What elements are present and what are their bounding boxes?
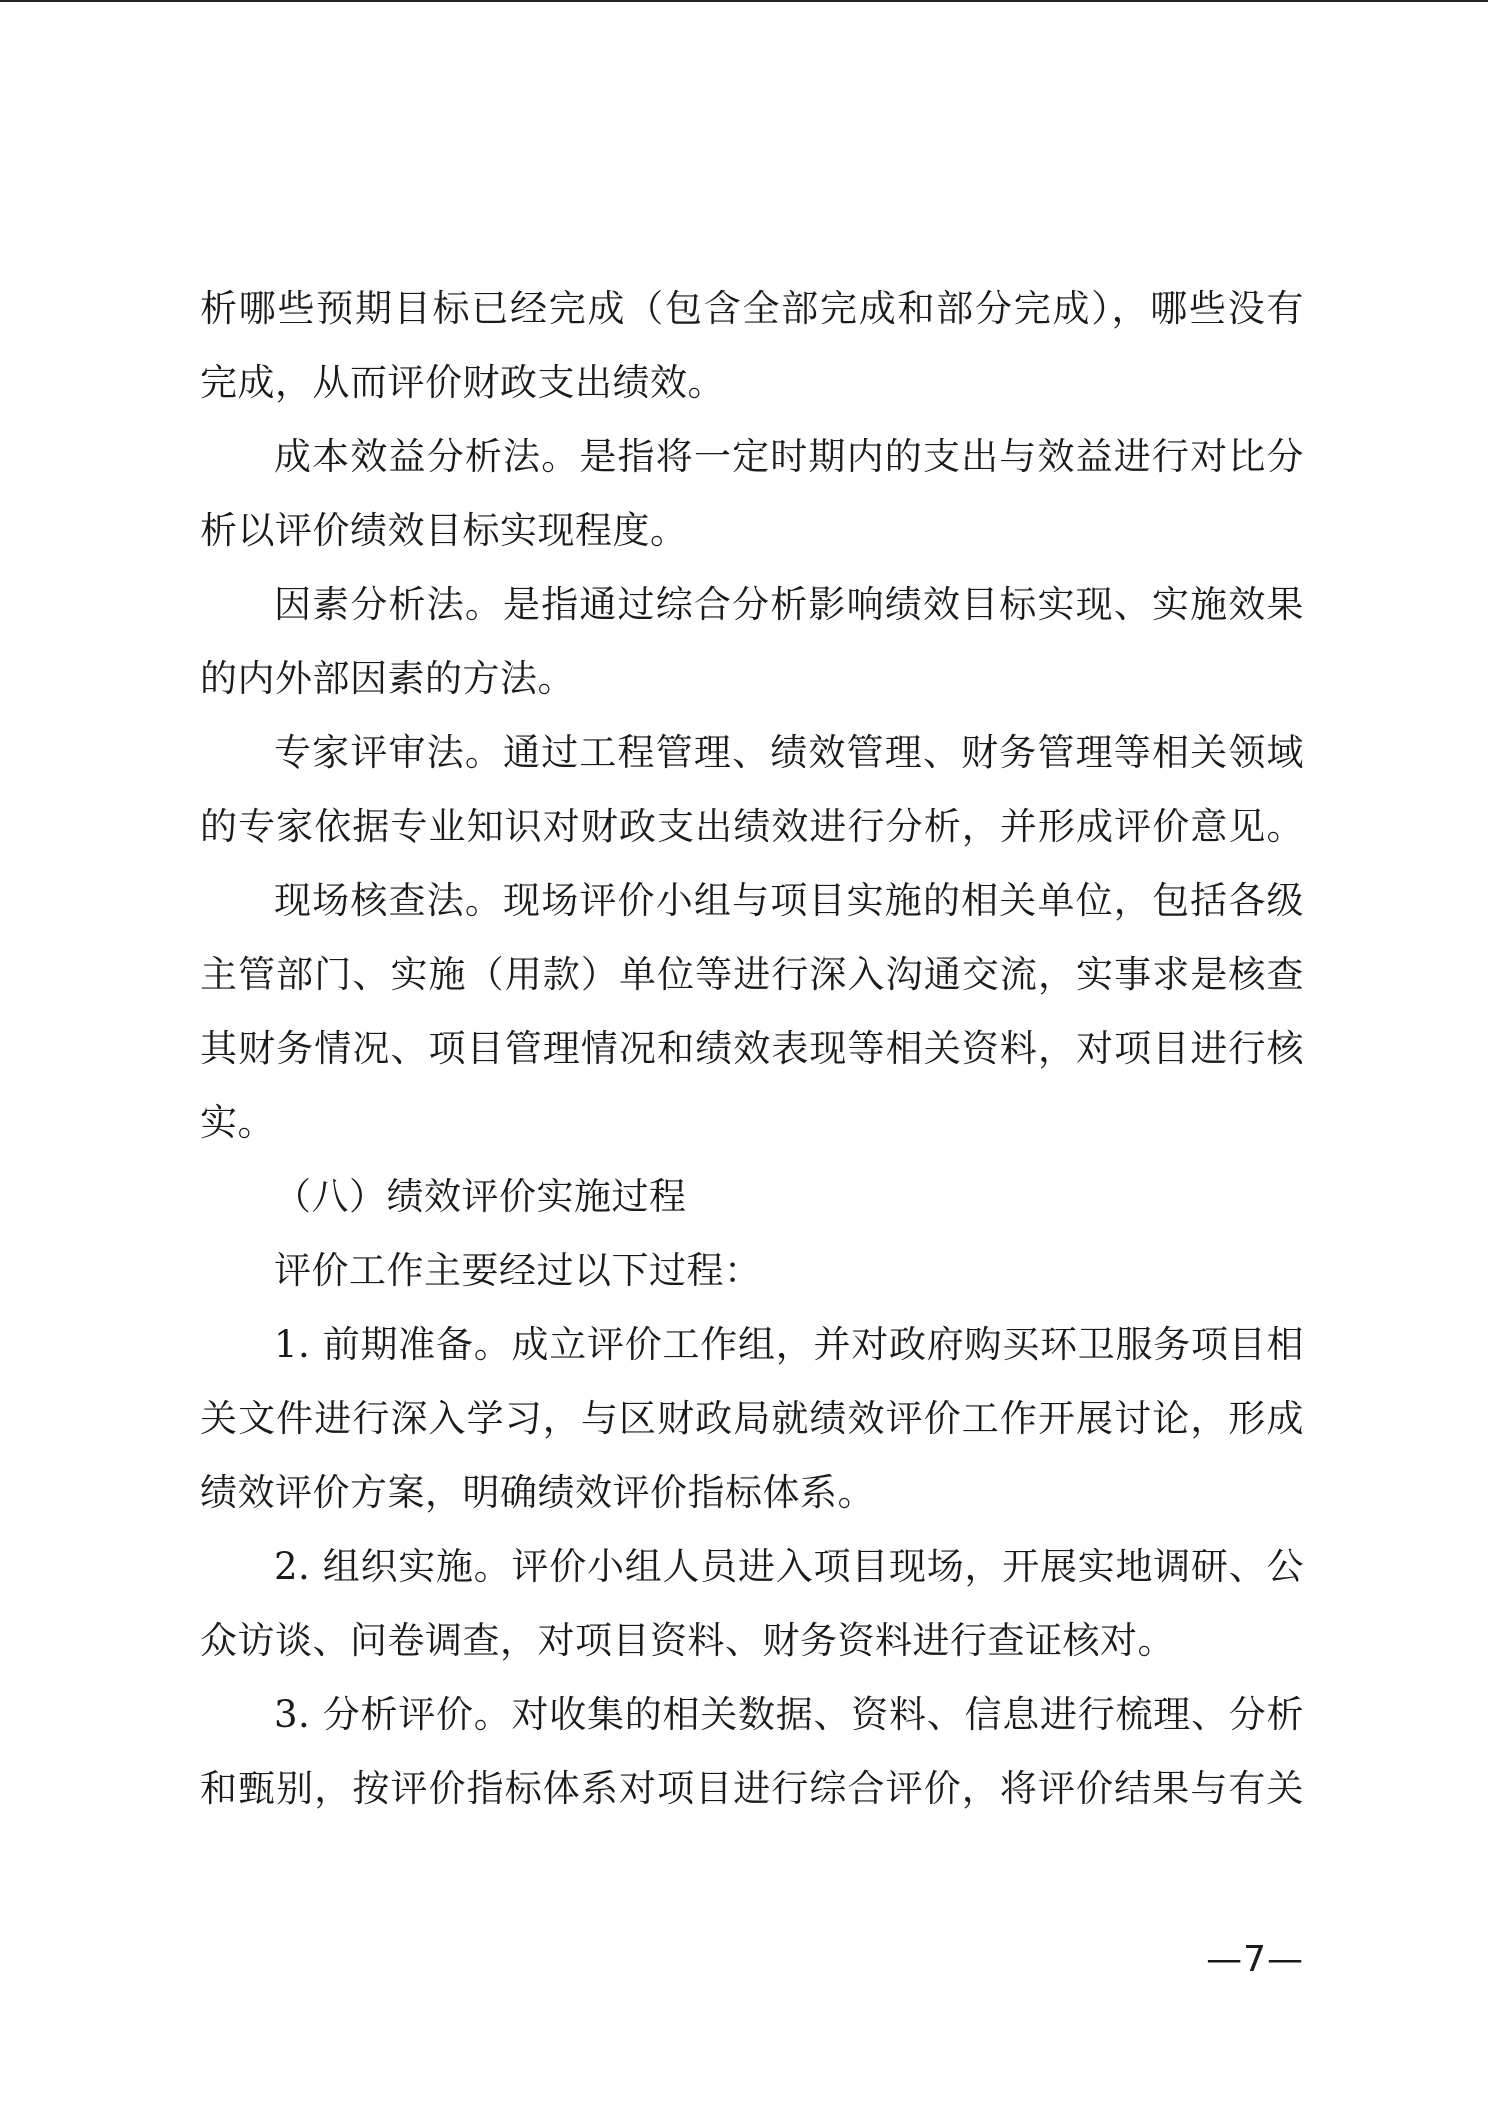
text-line-14: 评价工作主要经过以下过程： bbox=[274, 1249, 762, 1292]
text-line-10: 主管部门、实施（用款）单位等进行深入沟通交流，实事求是核查 bbox=[200, 953, 1304, 996]
text-line-21: 和甄别，按评价指标体系对项目进行综合评价，将评价结果与有关 bbox=[200, 1767, 1304, 1810]
text-line-20: 3. 分析评价。对收集的相关数据、资料、信息进行梳理、分析 bbox=[274, 1693, 1304, 1736]
text-line-11: 其财务情况、项目管理情况和绩效表现等相关资料，对项目进行核 bbox=[200, 1027, 1304, 1070]
text-line-3: 成本效益分析法。是指将一定时期内的支出与效益进行对比分 bbox=[274, 435, 1304, 478]
text-line-1: 析哪些预期目标已经完成（包含全部完成和部分完成），哪些没有 bbox=[200, 287, 1304, 330]
text-line-15: 1. 前期准备。成立评价工作组，并对政府购买环卫服务项目相 bbox=[274, 1323, 1304, 1366]
page-number: —7— bbox=[1206, 1939, 1304, 1980]
text-line-12: 实。 bbox=[200, 1101, 275, 1144]
text-line-4: 析以评价绩效目标实现程度。 bbox=[200, 509, 688, 552]
text-line-16: 关文件进行深入学习，与区财政局就绩效评价工作开展讨论，形成 bbox=[200, 1397, 1304, 1440]
section-heading-line: （八）绩效评价实施过程 bbox=[274, 1175, 687, 1218]
text-line-17: 绩效评价方案，明确绩效评价指标体系。 bbox=[200, 1471, 875, 1514]
document-body bbox=[200, 272, 1304, 1826]
text-line-2: 完成，从而评价财政支出绩效。 bbox=[200, 361, 725, 404]
text-line-6: 的内外部因素的方法。 bbox=[200, 657, 575, 700]
text-line-5: 因素分析法。是指通过综合分析影响绩效目标实现、实施效果 bbox=[274, 583, 1304, 626]
text-line-8: 的专家依据专业知识对财政支出绩效进行分析，并形成评价意见。 bbox=[200, 805, 1304, 848]
text-line-9: 现场核查法。现场评价小组与项目实施的相关单位，包括各级 bbox=[274, 879, 1304, 922]
text-line-19: 众访谈、问卷调查，对项目资料、财务资料进行查证核对。 bbox=[200, 1619, 1175, 1662]
text-line-18: 2. 组织实施。评价小组人员进入项目现场，开展实地调研、公 bbox=[274, 1545, 1304, 1588]
top-border-line bbox=[0, 0, 1488, 2]
text-line-7: 专家评审法。通过工程管理、绩效管理、财务管理等相关领域 bbox=[274, 731, 1304, 774]
